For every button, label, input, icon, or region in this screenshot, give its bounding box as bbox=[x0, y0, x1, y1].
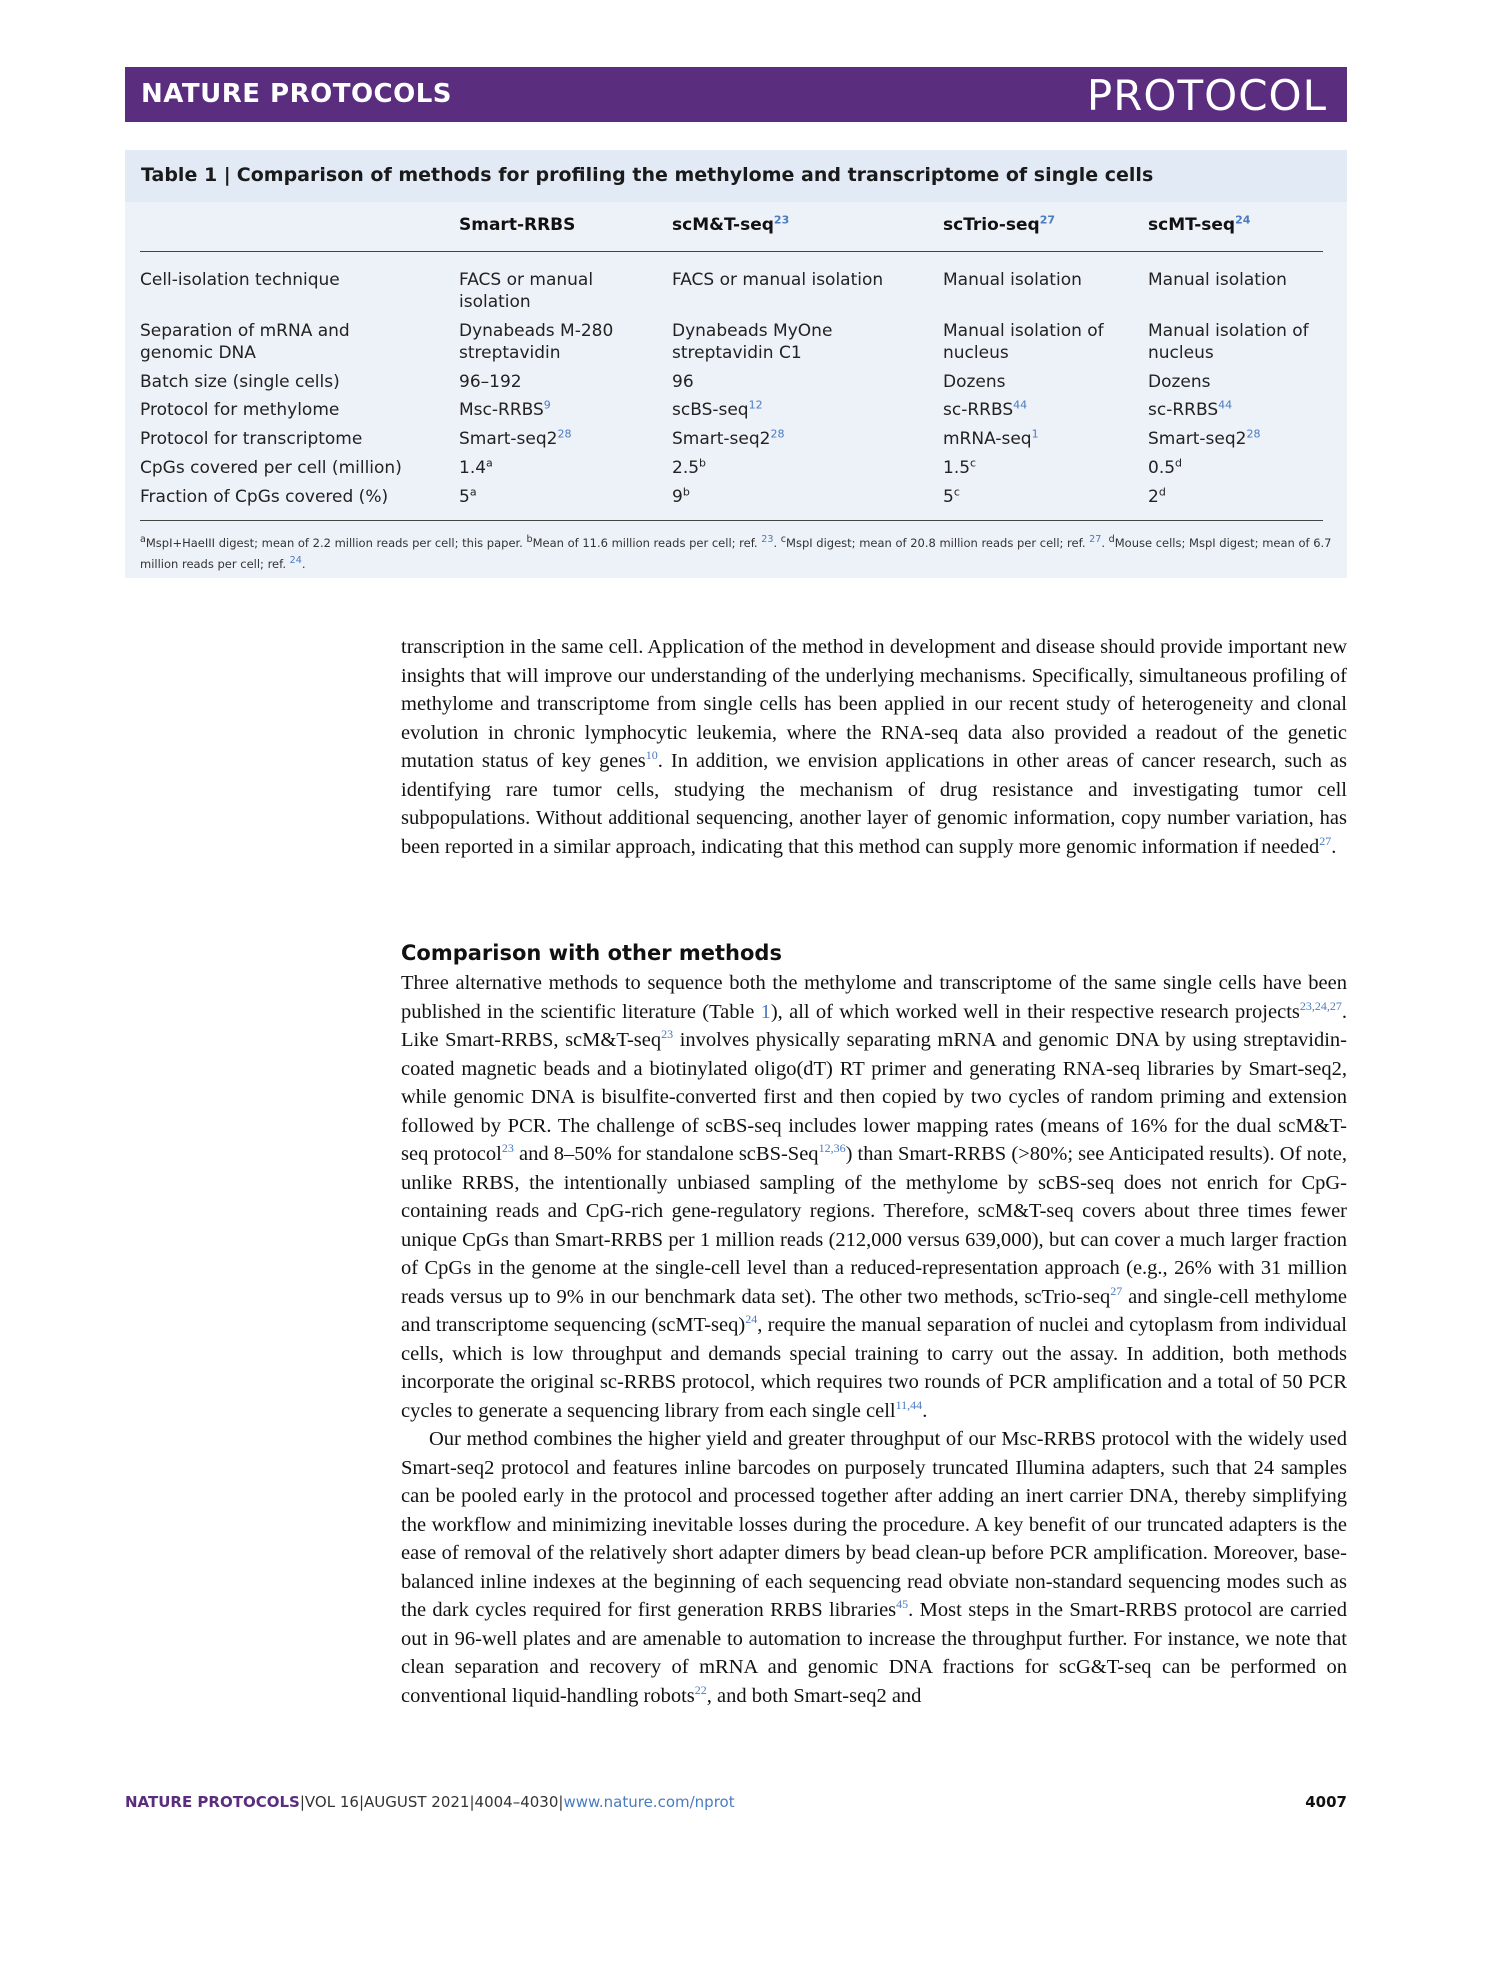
footer-volume: VOL 16 bbox=[304, 1793, 359, 1811]
paragraph-comparison: Three alternative methods to sequence both the methylome and transcriptome of the same single cells have been published in the scientific literature (Table 1), all of which worked well in their respective research projects$^{23,24,27}$. Like Smart-RRBS, scM&T-seq$^{23}$ involves physically separating mRNA and genomic DNA by using streptavidin-coated magnetic beads and a biotinylated oligo(dT) RT primer and generating RNA-seq libraries by Smart-seq2, while genomic DNA is bisulfite-converted first and then copied by two cycles of random priming and extension followed by PCR. The challenge of scBS-seq includes lower mapping rates (means of 16% for the dual scM&T-seq protocol$^{23}$ and 8–50% for standalone scBS-Seq$^{12,36}$) than Smart-RRBS (>80%; see Anticipated results). Of note, unlike RRBS, the intentionally unbiased sampling of the methylome by scBS-seq does not enrich for CpG-containing reads and CpG-rich gene-regulatory regions. Therefore, scM&T-seq covers about three times fewer unique CpGs than Smart-RRBS per 1 million reads (212,000 versus 639,000), but can cover a much larger fraction of CpGs in the genome at the single-cell level than a reduced-representation approach (e.g., 26% with 31 million reads versus up to 9% in our benchmark data set). The other two methods, scTrio-seq$^{27}$ and single-cell methylome and transcriptome sequencing (scMT-seq)$^{24}$, require the manual separation of nuclei and cytoplasm from individual cells, which is low throughput and demands special training to carry out the assay. In addition, both methods incorporate the original sc-RRBS protocol, which requires two rounds of PCR amplification and a total of 50 PCR cycles to generate a sequencing library from each single cell$^{11,44}$. Our method combines the higher yield and greater throughput of our Msc-RRBS protocol with the widely used Smart-seq2 protocol and features inline barcodes on purposely truncated Illumina adapters, such that 24 samples can be pooled early in the protocol and processed together after adding an inert carrier DNA, thereby simplifying the workflow and minimizing inevitable losses during the procedure. A key benefit of our truncated adapters is the ease of removal of the relatively short adapter dimers by bead clean-up before PCR amplification. Moreover, base-balanced inline indexes at the beginning of each sequencing read obviate non-standard sequencing modes such as the dark cycles required for first generation RRBS libraries$^{45}$. Most steps in the Smart-RRBS protocol are carried out in 96-well plates and are amenable to automation to increase the throughput further. For instance, we note that clean separation and recovery of mRNA and genomic DNA fractions for scG&T-seq can be performed on conventional liquid-handling robots$^{22}$, and both Smart-seq2 and bbox=[401, 969, 1347, 1710]
table-cell: Manual isolation of nucleus bbox=[943, 321, 1104, 363]
table-cell: sc-RRBS$^{44}$ bbox=[1148, 398, 1233, 420]
table-cell: Dynabeads MyOne streptavidin C1 bbox=[672, 321, 833, 363]
column-header-scmt-seq-24: scMT-seq$^{24}$ bbox=[1148, 213, 1251, 235]
table-cell: Smart-seq2$^{28}$ bbox=[672, 427, 785, 449]
table-header-rule bbox=[140, 251, 1323, 252]
citation-link[interactable]: 12,36 bbox=[818, 1141, 846, 1156]
table-bottom-rule bbox=[140, 520, 1323, 521]
citation-link[interactable]: 11,44 bbox=[895, 1397, 923, 1412]
table-caption bbox=[141, 164, 1153, 186]
paragraph-intro: transcription in the same cell. Application of the method in development and disease should provide important new insights that will improve our understanding of the underlying mechanisms. Specifically, simultaneous profiling of methylome and transcriptome from single cells has been applied in our recent study of heterogeneity and clonal evolution in chronic lymphocytic leukemia, where the RNA-seq data also provided a readout of the genetic mutation status of key genes$^{10}$. In addition, we envision applications in other areas of cancer research, such as identifying rare tumor cells, studying the mechanism of drug resistance and investigating tumor cell subpopulations. Without additional sequencing, another layer of genomic information, copy number variation, has been reported in a similar approach, indicating that this method can supply more genomic information if needed$^{27}$. bbox=[401, 636, 1347, 858]
table-cell: Smart-seq2$^{28}$ bbox=[459, 427, 572, 449]
table-cell: 96–192 bbox=[459, 372, 522, 392]
footer-pages: 4004–4030 bbox=[474, 1793, 559, 1811]
citation-link[interactable]: 22 bbox=[694, 1682, 707, 1697]
table-cell: 5$^a$ bbox=[459, 485, 477, 507]
page-number: 4007 bbox=[1305, 1793, 1347, 1811]
column-header-sctrio-seq: scTrio-seq$^{27}$ bbox=[943, 213, 1055, 235]
citation-link[interactable]: 23 bbox=[501, 1141, 514, 1156]
page-footer: NATURE PROTOCOLS|VOL 16|AUGUST 2021|4004–4030|www.nature.com/nprot 4007 bbox=[125, 1793, 1347, 1811]
row-label: Separation of mRNA and genomic DNA bbox=[140, 321, 350, 363]
footer-journal: NATURE PROTOCOLS bbox=[125, 1793, 300, 1811]
row-label: Cell-isolation technique bbox=[140, 270, 340, 290]
citation-link[interactable]: 45 bbox=[896, 1597, 909, 1612]
table-cell: 2$^d$ bbox=[1148, 485, 1166, 507]
section-label: PROTOCOL bbox=[1086, 71, 1327, 120]
table-link[interactable]: 1 bbox=[760, 1000, 771, 1023]
column-header-smart-rrbs: Smart-RRBS bbox=[459, 215, 576, 235]
table-cell: Manual isolation bbox=[943, 270, 1082, 290]
table-cell: mRNA-seq$^1$ bbox=[943, 427, 1039, 449]
table-cell: 9$^b$ bbox=[672, 485, 690, 507]
table-cell: Dynabeads M-280 streptavidin bbox=[459, 321, 614, 363]
citation-link[interactable]: 23 bbox=[661, 1027, 674, 1042]
table-cell: 1.5$^c$ bbox=[943, 456, 977, 478]
table-label: Table 1 | bbox=[141, 164, 231, 186]
column-header-scmt-seq-23: scM&T-seq$^{23}$ bbox=[672, 213, 790, 235]
journal-name: NATURE PROTOCOLS bbox=[141, 79, 453, 109]
footer-date: AUGUST 2021 bbox=[364, 1793, 470, 1811]
footer-url[interactable]: www.nature.com/nprot bbox=[563, 1793, 735, 1811]
citation-link[interactable]: 27 bbox=[1110, 1283, 1123, 1298]
table-cell: Smart-seq2$^{28}$ bbox=[1148, 427, 1261, 449]
citation-link[interactable]: 23,24,27 bbox=[1299, 998, 1342, 1013]
section-heading: Comparison with other methods bbox=[401, 941, 782, 965]
row-label: Batch size (single cells) bbox=[140, 372, 340, 392]
table-cell: Manual isolation of nucleus bbox=[1148, 321, 1309, 363]
table-cell: 0.5$^d$ bbox=[1148, 456, 1183, 478]
table-cell: 2.5$^b$ bbox=[672, 456, 707, 478]
table-caption-text: Comparison of methods for profiling the methylome and transcriptome of single cells bbox=[236, 164, 1154, 186]
table-cell: Dozens bbox=[943, 372, 1006, 392]
table-footnote: $^a$MspI+HaeIII digest; mean of 2.2 million reads per cell; this paper. $^b$Mean of 11.6 million reads per cell; ref. $^{23}$. $^c$MspI digest; mean of 20.8 million reads per cell; ref. $^{27}$. $^d$Mouse cells; MspI digest; mean of 6.7 million reads per cell; ref. $^{24}$. bbox=[140, 534, 1332, 571]
table-cell: sc-RRBS$^{44}$ bbox=[943, 398, 1028, 420]
table-cell: FACS or manual isolation bbox=[672, 270, 884, 290]
table-cell: Manual isolation bbox=[1148, 270, 1287, 290]
row-label: CpGs covered per cell (million) bbox=[140, 458, 402, 478]
table-cell: 5$^c$ bbox=[943, 485, 960, 507]
journal-banner bbox=[125, 67, 1347, 122]
citation-link[interactable]: 27 bbox=[1319, 833, 1332, 848]
row-label: Protocol for methylome bbox=[140, 400, 340, 420]
table-cell: Dozens bbox=[1148, 372, 1211, 392]
citation-link[interactable]: 24 bbox=[745, 1312, 758, 1327]
row-label: Protocol for transcriptome bbox=[140, 429, 363, 449]
table-cell: FACS or manual isolation bbox=[459, 270, 594, 312]
table-cell: 96 bbox=[672, 372, 694, 392]
row-label: Fraction of CpGs covered (%) bbox=[140, 487, 389, 507]
paragraph-method: Our method combines the higher yield and greater throughput of our Msc-RRBS protocol with the widely used Smart-seq2 protocol and features inline barcodes on purposely truncated Illumina adapters, such that 24 samples can be pooled early in the protocol and processed together after adding an inert carrier DNA, thereby simplifying the workflow and minimizing inevitable losses during the procedure. A key benefit of our truncated adapters is the ease of removal of the relatively short adapter dimers by bead clean-up before PCR amplification. Moreover, base-balanced inline indexes at the beginning of each sequencing read obviate non-standard sequencing modes such as the dark cycles required for first generation RRBS libraries$^{45}$. Most steps in the Smart-RRBS protocol are carried out in 96-well plates and are amenable to automation to increase the throughput further. For instance, we note that clean separation and recovery of mRNA and genomic DNA fractions for scG&T-seq can be performed on conventional liquid-handling robots$^{22}$, and both Smart-seq2 and bbox=[401, 1428, 1348, 1707]
citation-link[interactable]: 10 bbox=[645, 748, 658, 763]
table-cell: scBS-seq$^{12}$ bbox=[672, 398, 763, 420]
table-cell: 1.4$^a$ bbox=[459, 456, 493, 478]
table-cell: Msc-RRBS$^9$ bbox=[459, 398, 551, 420]
